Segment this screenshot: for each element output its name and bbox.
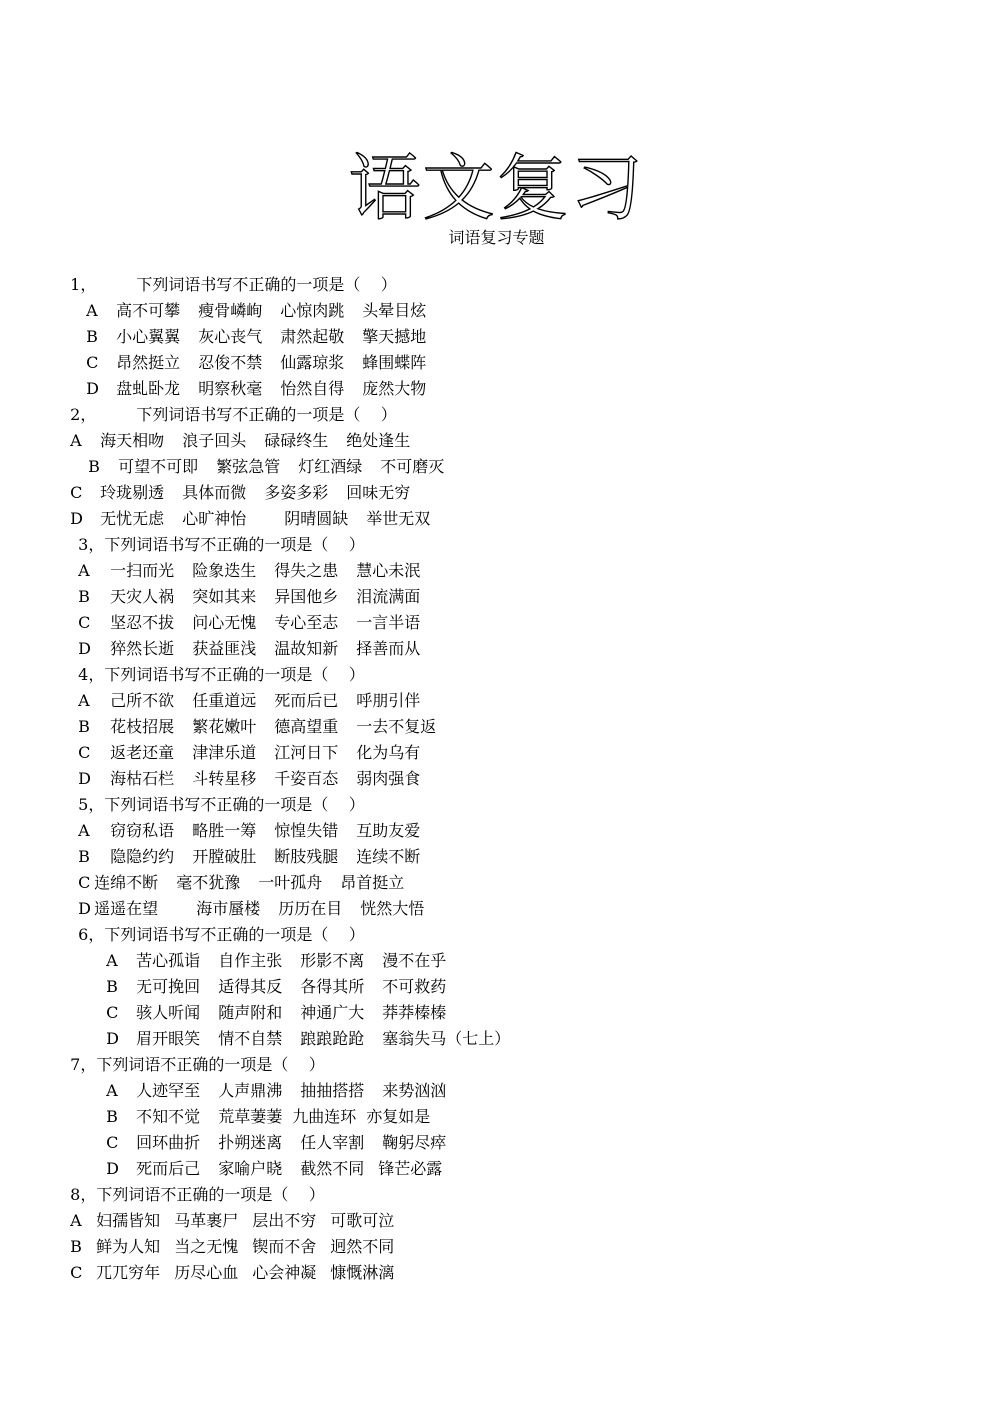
option-word: 历历在目 bbox=[278, 899, 343, 918]
option-word: 具体而微 bbox=[182, 483, 247, 502]
option-label: A bbox=[106, 951, 118, 970]
option-word: 惊惶失错 bbox=[274, 821, 339, 840]
option-word: 江河日下 bbox=[274, 743, 339, 762]
option-word: 扑朔迷离 bbox=[218, 1133, 283, 1152]
option-word: 异国他乡 bbox=[274, 587, 339, 606]
option-label: C bbox=[106, 1003, 119, 1022]
option-label: B bbox=[106, 977, 118, 996]
option-word: 坚忍不拔 bbox=[110, 613, 175, 632]
question-prompt: 下列词语不正确的一项是（ ） bbox=[96, 1055, 325, 1074]
option-word: 擎天撼地 bbox=[362, 327, 427, 346]
option-word: 兀兀穷年 bbox=[96, 1263, 161, 1282]
option-word: 千姿百态 bbox=[274, 769, 339, 788]
option-word: 亦复如是 bbox=[366, 1107, 431, 1126]
option-word: 连绵不断 bbox=[94, 873, 159, 892]
option-word: 问心无愧 bbox=[192, 613, 257, 632]
option-word: 眉开眼笑 bbox=[136, 1029, 201, 1048]
option-label: B bbox=[106, 1107, 118, 1126]
question-prompt: 下列词语不正确的一项是（ ） bbox=[96, 1185, 325, 1204]
option-word: 慧心未泯 bbox=[356, 561, 421, 580]
option-word: 德高望重 bbox=[274, 717, 339, 736]
option-word: 弱肉强食 bbox=[356, 769, 421, 788]
option-word: 死而后已 bbox=[274, 691, 339, 710]
option-word: 一叶孤舟 bbox=[258, 873, 323, 892]
question-prompt: 下列词语书写不正确的一项是（ ） bbox=[136, 275, 397, 294]
option-word: 家喻户晓 bbox=[218, 1159, 283, 1178]
option-label: B bbox=[78, 717, 90, 736]
option-word: 专心至志 bbox=[274, 613, 339, 632]
option-label: A bbox=[70, 431, 82, 450]
option-word: 适得其反 bbox=[218, 977, 283, 996]
option-label: A bbox=[106, 1081, 118, 1100]
option-word: 锋芒必露 bbox=[378, 1159, 443, 1178]
option-word: 情不自禁 bbox=[218, 1029, 283, 1048]
option-label: D bbox=[106, 1029, 119, 1048]
option-word: 津津乐道 bbox=[192, 743, 257, 762]
option-word: 毫不犹豫 bbox=[176, 873, 241, 892]
option-word: 神通广大 bbox=[300, 1003, 365, 1022]
option-word: 恍然大悟 bbox=[360, 899, 425, 918]
option-word: 玲珑剔透 bbox=[100, 483, 165, 502]
option-word: 呼朋引伴 bbox=[356, 691, 421, 710]
option-word: 人迹罕至 bbox=[136, 1081, 201, 1100]
option-word: 花枝招展 bbox=[110, 717, 175, 736]
option-word: 天灾人祸 bbox=[110, 587, 175, 606]
option-word: 昂然挺立 bbox=[116, 353, 181, 372]
option-label: D bbox=[78, 639, 91, 658]
option-word: 繁花嫩叶 bbox=[192, 717, 257, 736]
option-word: 择善而从 bbox=[356, 639, 421, 658]
option-label: C bbox=[78, 873, 91, 892]
option-label: A bbox=[78, 821, 90, 840]
option-word: 莽莽榛榛 bbox=[382, 1003, 447, 1022]
question-prompt: 下列词语书写不正确的一项是（ ） bbox=[104, 665, 365, 684]
option-word: 死而后己 bbox=[136, 1159, 201, 1178]
option-word: 截然不同 bbox=[300, 1159, 365, 1178]
question-prompt: 下列词语书写不正确的一项是（ ） bbox=[104, 925, 365, 944]
option-word: 回味无穷 bbox=[346, 483, 411, 502]
option-word: 温故知新 bbox=[274, 639, 339, 658]
option-word: 阴晴圆缺 bbox=[284, 509, 349, 528]
option-word: 窃窃私语 bbox=[110, 821, 175, 840]
option-word: 心旷神怡 bbox=[182, 509, 247, 528]
option-word: 海市蜃楼 bbox=[196, 899, 261, 918]
option-word: 肃然起敬 bbox=[280, 327, 345, 346]
option-word: 苦心孤诣 bbox=[136, 951, 201, 970]
option-word: 自作主张 bbox=[218, 951, 283, 970]
option-word: 鲜为人知 bbox=[96, 1237, 161, 1256]
option-label: D bbox=[78, 769, 91, 788]
option-word: 灰心丧气 bbox=[198, 327, 263, 346]
option-word: 泪流满面 bbox=[356, 587, 421, 606]
option-word: 隐隐约约 bbox=[110, 847, 175, 866]
option-label: B bbox=[70, 1237, 82, 1256]
option-word: 不可救药 bbox=[382, 977, 447, 996]
option-word: 来势汹汹 bbox=[382, 1081, 447, 1100]
option-word: 头晕目炫 bbox=[362, 301, 427, 320]
option-label: C bbox=[70, 483, 83, 502]
option-word: 人声鼎沸 bbox=[218, 1081, 283, 1100]
option-label: B bbox=[86, 327, 98, 346]
option-word: 荒草萋萋 bbox=[218, 1107, 283, 1126]
option-word: 无可挽回 bbox=[136, 977, 201, 996]
option-word: 一言半语 bbox=[356, 613, 421, 632]
option-label: B bbox=[78, 847, 90, 866]
option-word: 可望不可即 bbox=[118, 457, 199, 476]
option-word: 瘦骨嶙峋 bbox=[198, 301, 263, 320]
option-word: 多姿多彩 bbox=[264, 483, 329, 502]
option-label: A bbox=[78, 561, 90, 580]
option-word: 漫不在乎 bbox=[382, 951, 447, 970]
option-label: C bbox=[70, 1263, 83, 1282]
option-word: 断肢残腿 bbox=[274, 847, 339, 866]
option-label: D bbox=[78, 899, 91, 918]
option-word: 昂首挺立 bbox=[340, 873, 405, 892]
option-word: 无忧无虑 bbox=[100, 509, 165, 528]
option-word: 层出不穷 bbox=[252, 1211, 317, 1230]
option-word: 各得其所 bbox=[300, 977, 365, 996]
option-word: 连续不断 bbox=[356, 847, 421, 866]
option-word: 踉踉跄跄 bbox=[300, 1029, 365, 1048]
option-word: 当之无愧 bbox=[174, 1237, 239, 1256]
option-word: 庞然大物 bbox=[362, 379, 427, 398]
option-word: 塞翁失马（七上） bbox=[382, 1029, 511, 1048]
question-number: 4， bbox=[78, 665, 105, 684]
option-label: C bbox=[86, 353, 99, 372]
option-word: 一去不复返 bbox=[356, 717, 437, 736]
page-title: 语文复习 bbox=[348, 146, 645, 230]
option-word: 马革裹尸 bbox=[174, 1211, 239, 1230]
option-word: 仙露琼浆 bbox=[280, 353, 345, 372]
option-word: 高不可攀 bbox=[116, 301, 181, 320]
option-word: 迥然不同 bbox=[330, 1237, 395, 1256]
option-word: 任人宰割 bbox=[300, 1133, 365, 1152]
option-word: 灯红酒绿 bbox=[298, 457, 363, 476]
option-word: 锲而不舍 bbox=[252, 1237, 317, 1256]
option-label: D bbox=[106, 1159, 119, 1178]
option-word: 猝然长逝 bbox=[110, 639, 175, 658]
question-prompt: 下列词语书写不正确的一项是（ ） bbox=[104, 795, 365, 814]
option-word: 九曲连环 bbox=[292, 1107, 357, 1126]
option-label: A bbox=[86, 301, 98, 320]
option-word: 可歌可泣 bbox=[330, 1211, 395, 1230]
option-word: 获益匪浅 bbox=[192, 639, 257, 658]
option-word: 险象迭生 bbox=[192, 561, 257, 580]
option-word: 忍俊不禁 bbox=[198, 353, 263, 372]
option-word: 抽抽搭搭 bbox=[300, 1081, 365, 1100]
option-word: 慷慨淋漓 bbox=[330, 1263, 395, 1282]
question-number: 8， bbox=[70, 1185, 97, 1204]
option-label: A bbox=[78, 691, 90, 710]
option-word: 骇人听闻 bbox=[136, 1003, 201, 1022]
q8-option-c bbox=[60, 1240, 412, 1284]
option-word: 举世无双 bbox=[366, 509, 431, 528]
option-word: 鞠躬尽瘁 bbox=[382, 1133, 447, 1152]
option-word: 略胜一筹 bbox=[192, 821, 257, 840]
option-word: 心会神凝 bbox=[252, 1263, 317, 1282]
option-label: B bbox=[88, 457, 100, 476]
option-word: 妇孺皆知 bbox=[96, 1211, 161, 1230]
option-word: 任重道远 bbox=[192, 691, 257, 710]
option-label: C bbox=[106, 1133, 119, 1152]
option-word: 怡然自得 bbox=[280, 379, 345, 398]
option-word: 一扫而光 bbox=[110, 561, 175, 580]
question-number: 6， bbox=[78, 925, 105, 944]
option-word: 心惊肉跳 bbox=[280, 301, 345, 320]
option-word: 蜂围蝶阵 bbox=[362, 353, 427, 372]
option-word: 互助友爱 bbox=[356, 821, 421, 840]
option-word: 突如其来 bbox=[192, 587, 257, 606]
option-label: C bbox=[78, 613, 91, 632]
option-word: 斗转星移 bbox=[192, 769, 257, 788]
option-word: 碌碌终生 bbox=[264, 431, 329, 450]
question-number: 7， bbox=[70, 1055, 97, 1074]
option-word: 历尽心血 bbox=[174, 1263, 239, 1282]
question-number: 5， bbox=[78, 795, 105, 814]
option-word: 明察秋毫 bbox=[198, 379, 263, 398]
question-prompt: 下列词语书写不正确的一项是（ ） bbox=[104, 535, 365, 554]
option-word: 化为乌有 bbox=[356, 743, 421, 762]
question-number: 3， bbox=[78, 535, 105, 554]
option-label: C bbox=[78, 743, 91, 762]
option-label: D bbox=[86, 379, 99, 398]
option-word: 不可磨灭 bbox=[380, 457, 445, 476]
option-word: 繁弦急管 bbox=[216, 457, 281, 476]
option-label: B bbox=[78, 587, 90, 606]
option-word: 己所不欲 bbox=[110, 691, 175, 710]
option-word: 形影不离 bbox=[300, 951, 365, 970]
option-word: 得失之患 bbox=[274, 561, 339, 580]
option-word: 开膛破肚 bbox=[192, 847, 257, 866]
option-word: 返老还童 bbox=[110, 743, 175, 762]
option-label: A bbox=[70, 1211, 82, 1230]
option-word: 海天相吻 bbox=[100, 431, 165, 450]
option-word: 遥遥在望 bbox=[94, 899, 159, 918]
option-label: D bbox=[70, 509, 83, 528]
option-word: 浪子回头 bbox=[182, 431, 247, 450]
option-word: 不知不觉 bbox=[136, 1107, 201, 1126]
page-subtitle: 词语复习专题 bbox=[448, 228, 545, 247]
option-word: 海枯石栏 bbox=[110, 769, 175, 788]
question-prompt: 下列词语书写不正确的一项是（ ） bbox=[136, 405, 397, 424]
question-number: 1， bbox=[70, 275, 97, 294]
option-word: 随声附和 bbox=[218, 1003, 283, 1022]
option-word: 小心翼翼 bbox=[116, 327, 181, 346]
question-number: 2， bbox=[70, 405, 97, 424]
option-word: 绝处逢生 bbox=[346, 431, 411, 450]
option-word: 回环曲折 bbox=[136, 1133, 201, 1152]
option-word: 盘虬卧龙 bbox=[116, 379, 181, 398]
